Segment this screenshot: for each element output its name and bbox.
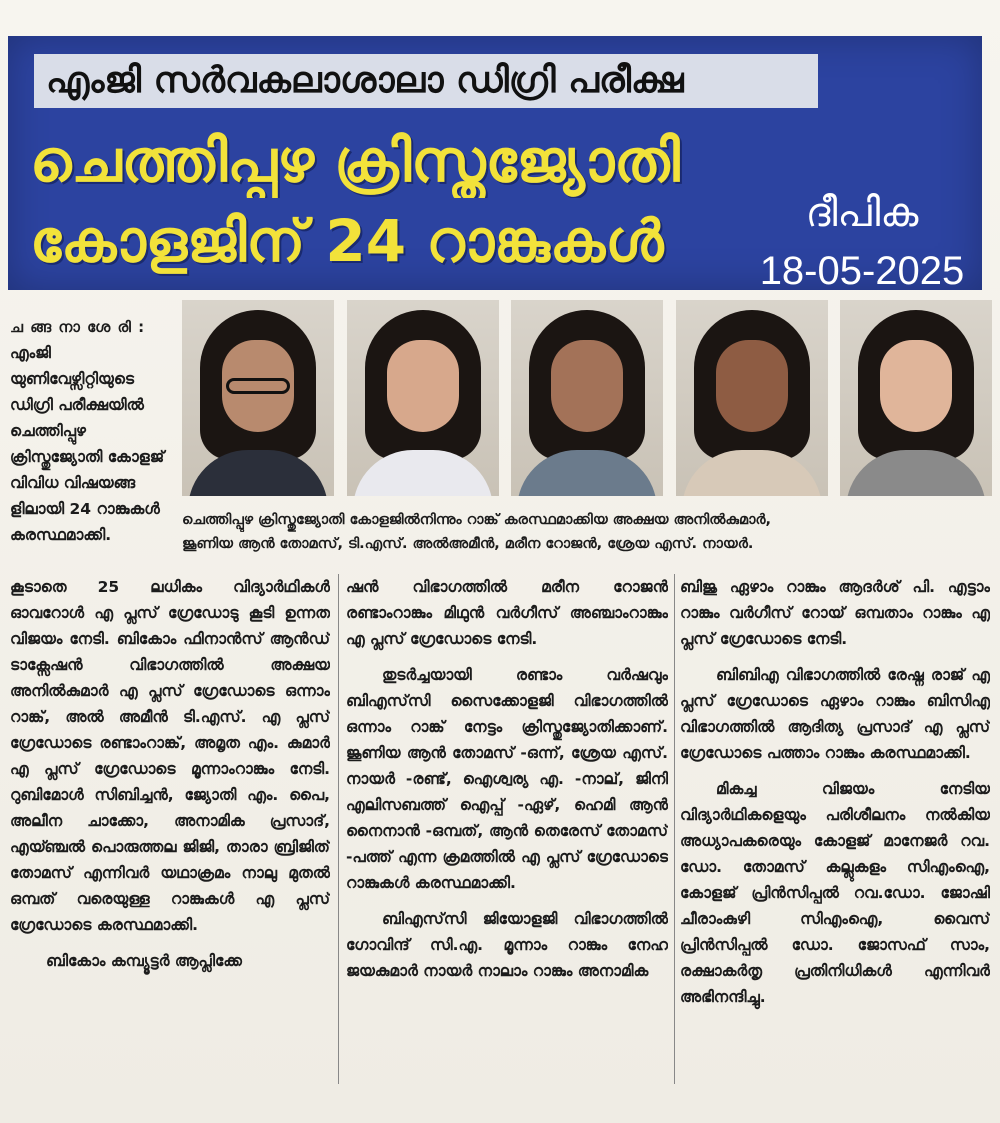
column-divider <box>674 574 675 1084</box>
caption-line-1: ചെത്തിപ്പുഴ ക്രിസ്തുജ്യോതി കോളജിൽനിന്നും റാങ്ക് കരസ്ഥമാക്കിയ അക്ഷയ അനിൽകുമാർ, <box>182 512 772 528</box>
paragraph: ബിബിഎ വിഭാഗത്തിൽ രേഷ്ന രാജ് എ പ്ലസ് ഗ്രേഡോടെ ഏഴാം റാങ്കും ബിസിഎ വിഭാഗത്തിൽ ആദിത്യ പ്രസാദ് എ പ്ലസ് ഗ്രേഡോടെ പത്താം റാങ്കും കരസ്ഥമാക്കി. <box>680 666 990 762</box>
headline-banner <box>8 36 982 293</box>
face-shape <box>551 340 623 432</box>
paragraph: തുടർച്ചയായി രണ്ടാം വർഷവും ബിഎസ്‌സി സൈക്കോളജി വിഭാഗത്തിൽ ഒന്നാം റാങ്ക് നേട്ടം ക്രിസ്തുജ്യോതിക്കാണ്. ജൂണിയ ആൻ തോമസ് -ഒന്ന്, ശ്രേയ എസ്. നായർ -രണ്ട്, ഐശ്വര്യ എ. -നാല്, ജിനി എലിസബത്ത് ഐപ്പ് -ഏഴ്, ഹെമി ആൻ നൈനാൻ -ഒമ്പത്, ആൻ തെരേസ് തോമസ് -പത്ത് എന്ന ക്രമത്തിൽ എ പ്ലസ് ഗ്രേഡോടെ റാങ്കുകൾ കരസ്ഥമാക്കി. <box>346 666 668 892</box>
paragraph: ബിജു ഏഴാം റാങ്കും ആദർശ് പി. എട്ടാം റാങ്കും വർഗീസ് റോയ് ഒമ്പതാം റാങ്കും എ പ്ലസ് ഗ്രേഡോടെ നേടി. <box>680 578 990 648</box>
article-column-3 <box>680 574 990 1094</box>
face-shape <box>716 340 788 432</box>
intro-column: എംജി യുണിവേഴ്സിറ്റിയുടെ ഡിഗ്രി പരീക്ഷയിൽ ചെത്തിപ്പുഴ ക്രിസ്തുജ്യോതി കോളജ് വിവിധ വിഷയങ്ങളിലായി 24 റാങ്കുകൾ കരസ്ഥമാക്കി. <box>10 344 165 544</box>
headline-line-1: ചെത്തിപ്പുഴ ക്രിസ്തുജ്യോതി <box>30 127 680 195</box>
kicker: എംജി സർവകലാശാലാ ഡിഗ്രി പരീക്ഷ <box>34 54 818 108</box>
face-shape <box>880 340 952 432</box>
face-shape <box>387 340 459 432</box>
article-column-1 <box>10 574 330 1094</box>
shoulders-shape <box>188 450 328 496</box>
photo-4 <box>676 300 828 496</box>
shoulders-shape <box>353 450 493 496</box>
shoulders-shape <box>517 450 657 496</box>
photo-2 <box>347 300 499 496</box>
publication-name: ദീപിക <box>805 191 919 235</box>
photo-5 <box>840 300 992 496</box>
column-divider <box>338 574 339 1084</box>
photo-caption <box>182 508 994 556</box>
paragraph: ബികോം കമ്പ്യൂട്ടർ ആപ്ലിക്കേ <box>46 952 242 970</box>
paragraph: മികച്ച വിജയം നേടിയ വിദ്യാർഥികളെയും പരിശീലനം നൽകിയ അധ്യാപകരെയും കോളജ് മാനേജർ റവ. ഡോ. തോമസ് കല്ലുകളം സിഎംഐ, കോളജ് പ്രിൻസിപ്പൽ റവ.ഡോ. ജോഷി ചീരാംകുഴി സിഎംഐ, വൈസ് പ്രിൻസിപ്പൽ ഡോ. ജോസഫ് സാം, രക്ഷാകർതൃ പ്രതിനിധികൾ എന്നിവർ അഭിനന്ദിച്ചു. <box>680 780 990 1006</box>
dateline: ച ങ്ങ നാ ശേ രി : <box>10 318 146 336</box>
paragraph: കൂടാതെ 25 ലധികം വിദ്യാർഥികൾ ഓവറോൾ എ പ്ലസ് ഗ്രേഡോടു കൂടി ഉന്നത വിജയം നേടി. ബികോം ഫിനാൻസ് ആൻഡ് ടാക്സേഷൻ വിഭാഗത്തിൽ അക്ഷയ അനിൽകുമാർ എ പ്ലസ് ഗ്രേഡോടെ ഒന്നാം റാങ്ക്, അൽ അമീൻ ടി.എസ്. എ പ്ലസ് ഗ്രേഡോടെ രണ്ടാംറാങ്ക്, അമൃത എം. കുമാർ എ പ്ലസ് ഗ്രേഡോടെ മൂന്നാംറാങ്കും നേടി. റുബിമോൾ സിബിച്ചൻ, ജ്യോതി എം. പൈ, അലീന ചാക്കോ, അനാമിക പ്രസാദ്, എയ്ഞ്ചൽ പൊരുത്തല ജിജി, താരാ ബ്രിജിത് തോമസ് എന്നിവർ യഥാക്രമം നാലു മുതൽ ഒമ്പത് വരെയുള്ള റാങ്കുകൾ എ പ്ലസ് ഗ്രേഡോടെ കരസ്ഥമാക്കി. <box>10 578 330 934</box>
caption-line-2: ജൂണിയ ആൻ തോമസ്, ടി.എസ്. അൽഅമീൻ, മരീന റോജൻ, ശ്രേയ എസ്. നായർ. <box>182 536 754 552</box>
shoulders-shape <box>846 450 986 496</box>
photo-row <box>182 300 992 496</box>
article-column-2 <box>346 574 668 1094</box>
glasses-icon <box>226 378 290 394</box>
publication-date: 18-05-2025 <box>759 249 965 293</box>
headline-line-2: കോളജിന് 24 റാങ്കുകൾ <box>30 207 664 275</box>
photo-3 <box>511 300 663 496</box>
photo-1 <box>182 300 334 496</box>
shoulders-shape <box>682 450 822 496</box>
paragraph: ഷൻ വിഭാഗത്തിൽ മരീന റോജൻ രണ്ടാംറാങ്കും മിഥുൻ വർഗീസ് അഞ്ചാംറാങ്കും എ പ്ലസ് ഗ്രേഡോടെ നേടി. <box>346 578 668 648</box>
paragraph: ബിഎസ്‌സി ജിയോളജി വിഭാഗത്തിൽ ഗോവിന്ദ് സി.എ. മൂന്നാം റാങ്കും നേഹ ജയകുമാർ നായർ നാലാം റാങ്കും അനാമിക <box>346 910 668 980</box>
